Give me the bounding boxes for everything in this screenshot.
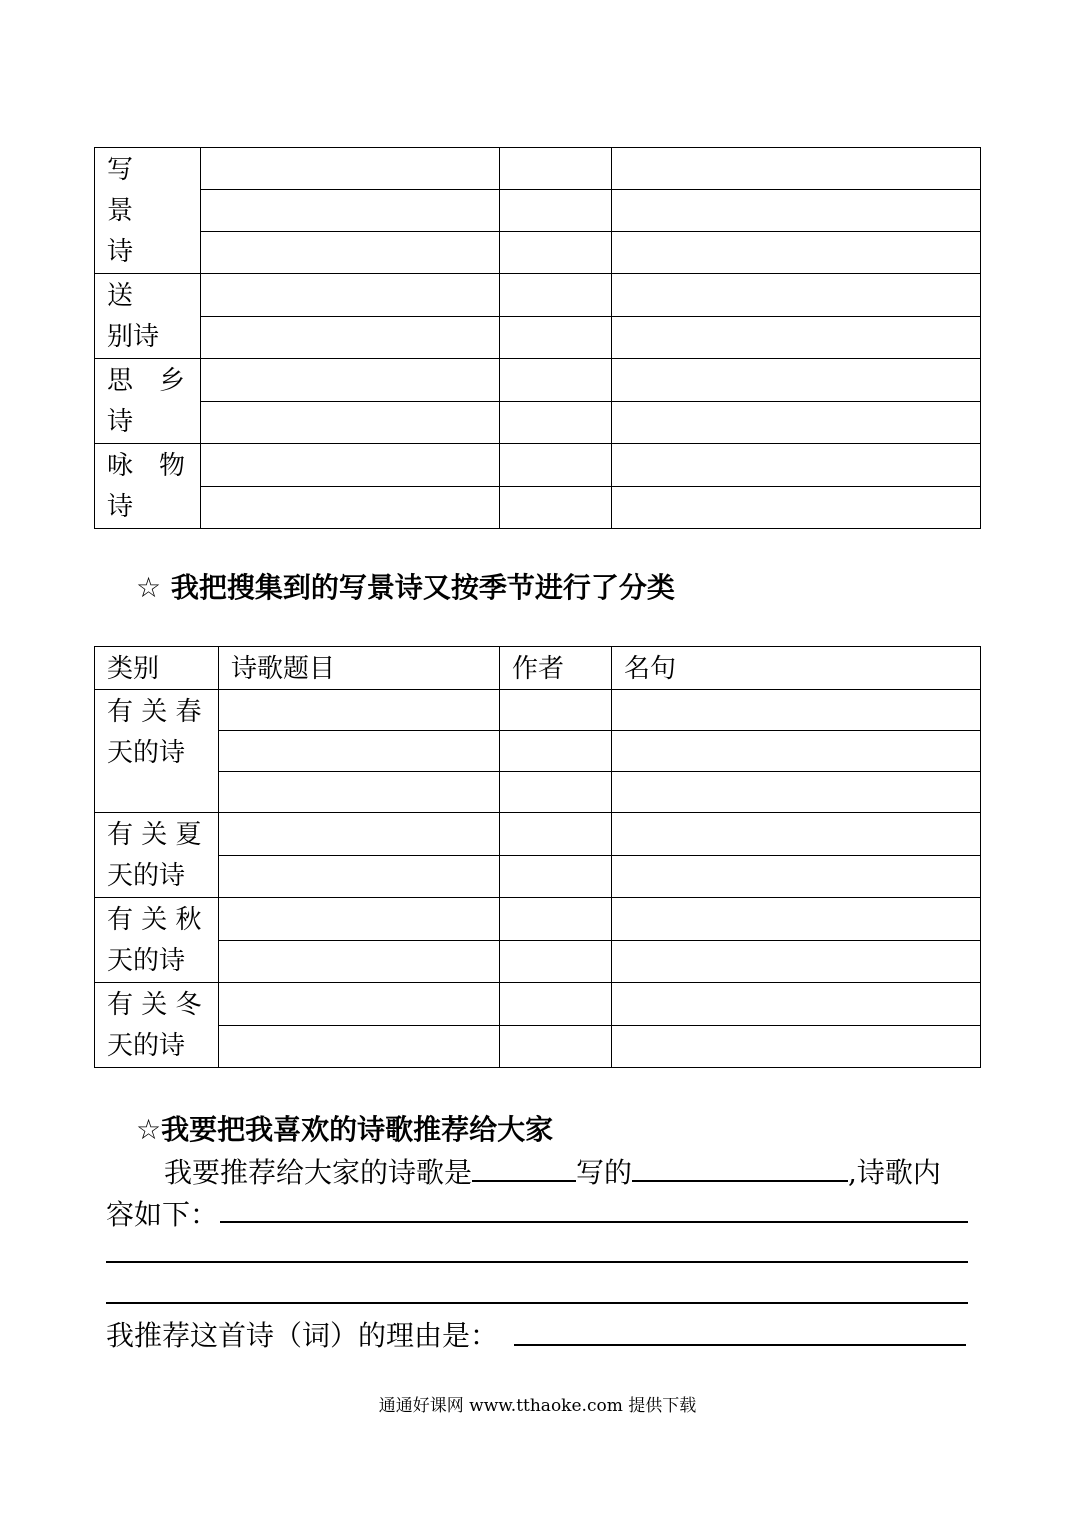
content-line-3[interactable] [106,1302,968,1304]
title-cell[interactable] [219,940,500,983]
quote-cell[interactable] [612,772,981,813]
table-row [95,983,981,1026]
table-row [95,486,981,529]
quote-cell[interactable] [612,274,981,317]
table-row [95,731,981,772]
category-cell-autumn [95,898,219,983]
quote-cell[interactable] [612,444,981,487]
table-row [95,190,981,232]
category-label: 送 [107,281,134,311]
category-label: 天的诗 [107,861,186,891]
table-row [95,772,981,813]
category-cell-farewell [95,274,201,359]
quote-cell[interactable] [612,401,981,444]
title-cell[interactable] [219,690,500,731]
quote-cell[interactable] [612,940,981,983]
category-label: 景 [107,196,134,226]
title-cell[interactable] [201,486,500,529]
category-label: 诗 [107,407,134,437]
title-cell[interactable] [201,148,500,190]
author-cell[interactable] [500,690,612,731]
recommend-text: 我要推荐给大家的诗歌是 [164,1156,473,1189]
poem-title-blank[interactable] [632,1150,848,1182]
category-cell-winter [95,983,219,1068]
title-cell[interactable] [219,813,500,856]
section-heading-seasons: ☆ 我把搜集到的写景诗又按季节进行了分类 [136,571,675,604]
title-cell[interactable] [219,1025,500,1068]
title-cell[interactable] [201,359,500,402]
author-cell[interactable] [500,983,612,1026]
content-label-line [106,1193,218,1233]
category-label: 有 关 秋 [107,905,202,935]
author-cell[interactable] [500,274,612,317]
quote-cell[interactable] [612,190,981,232]
title-cell[interactable] [219,731,500,772]
section-heading-recommend: ☆我要把我喜欢的诗歌推荐给大家 [136,1113,554,1146]
category-cell-scenery [95,148,201,274]
quote-cell[interactable] [612,148,981,190]
recommend-text: ,诗歌内 [848,1156,941,1189]
author-cell[interactable] [500,316,612,359]
category-label: 天的诗 [107,738,186,768]
table-row [95,232,981,274]
author-cell[interactable] [500,359,612,402]
recommend-text: 写的 [576,1156,633,1189]
quote-cell[interactable] [612,359,981,402]
quote-cell[interactable] [612,486,981,529]
category-label: 有 关 春 [107,697,202,727]
table-row [95,940,981,983]
title-cell[interactable] [201,401,500,444]
quote-cell[interactable] [612,898,981,941]
author-cell[interactable] [500,731,612,772]
category-cell-spring [95,690,219,813]
poem-category-table [94,147,981,529]
quote-cell[interactable] [612,690,981,731]
title-cell[interactable] [201,316,500,359]
header-title: 诗歌题目 [219,647,500,690]
title-cell[interactable] [201,444,500,487]
quote-cell[interactable] [612,813,981,856]
author-cell[interactable] [500,148,612,190]
category-label: 别诗 [107,322,160,352]
author-cell[interactable] [500,401,612,444]
category-label: 天的诗 [107,946,186,976]
title-cell[interactable] [201,190,500,232]
table-row [95,401,981,444]
table-row [95,444,981,487]
author-cell[interactable] [500,855,612,898]
author-cell[interactable] [500,772,612,813]
category-label: 思 乡 [107,366,186,396]
quote-cell[interactable] [612,731,981,772]
category-cell-homesick [95,359,201,444]
quote-cell[interactable] [612,316,981,359]
footer-credit: 通通好课网 www.tthaoke.com 提供下载 [378,1396,697,1416]
author-cell[interactable] [500,190,612,232]
table-row [95,274,981,317]
category-cell-object [95,444,201,529]
quote-cell[interactable] [612,983,981,1026]
category-label: 写 [107,155,134,185]
category-label: 诗 [107,492,134,522]
title-cell[interactable] [219,983,500,1026]
title-cell[interactable] [219,855,500,898]
author-cell[interactable] [500,444,612,487]
author-cell[interactable] [500,486,612,529]
author-cell[interactable] [500,813,612,856]
title-cell[interactable] [201,274,500,317]
poem-author-blank[interactable] [472,1150,576,1182]
recommend-line-1 [164,1150,941,1191]
author-cell[interactable] [500,1025,612,1068]
table-row [95,690,981,731]
table-row [95,359,981,402]
content-label: 容如下： [106,1198,219,1231]
header-author: 作者 [500,647,612,690]
table-row [95,813,981,856]
header-category: 类别 [95,647,219,690]
table-row [95,898,981,941]
table-header-row [95,647,981,690]
category-label: 有 关 冬 [107,990,202,1020]
category-label: 诗 [107,237,134,267]
content-line-2[interactable] [106,1261,968,1263]
quote-cell[interactable] [612,855,981,898]
quote-cell[interactable] [612,232,981,274]
table-row [95,1025,981,1068]
category-label: 天的诗 [107,1031,186,1061]
table-row [95,316,981,359]
category-label: 咏 物 [107,451,186,481]
header-quote: 名句 [612,647,981,690]
reason-label-line [106,1314,498,1354]
reason-line[interactable] [514,1344,966,1346]
season-poem-table [94,646,981,1068]
title-cell[interactable] [219,772,500,813]
category-cell-summer [95,813,219,898]
quote-cell[interactable] [612,1025,981,1068]
title-cell[interactable] [219,898,500,941]
content-line-1[interactable] [220,1221,968,1223]
table-row [95,855,981,898]
author-cell[interactable] [500,898,612,941]
author-cell[interactable] [500,940,612,983]
category-label: 有 关 夏 [107,820,202,850]
table-row [95,148,981,190]
title-cell[interactable] [201,232,500,274]
author-cell[interactable] [500,232,612,274]
reason-label: 我推荐这首诗（词）的理由是： [106,1319,499,1352]
